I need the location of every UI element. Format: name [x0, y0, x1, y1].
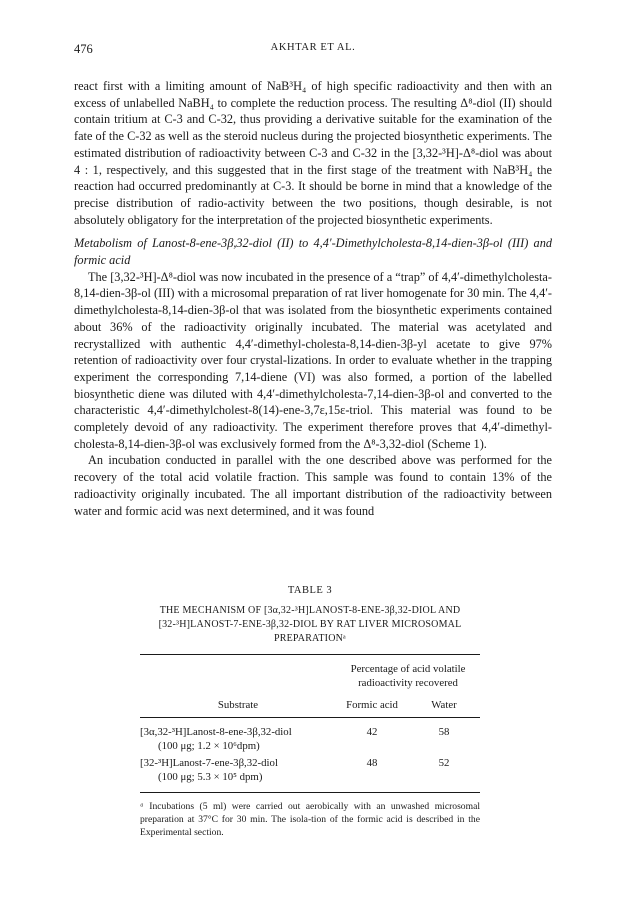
substrate-detail: (100 μg; 1.2 × 10⁶dpm) [158, 739, 260, 752]
substrate-name: [3α,32-³H]Lanost-8-ene-3β,32-diol [140, 726, 292, 738]
substrate-detail: (100 μg; 5.3 × 10⁵ dpm) [158, 770, 263, 783]
table-label: TABLE 3 [287, 585, 333, 596]
table-caption-line-3: PREPARATIONᵃ [273, 633, 346, 644]
formic-acid-value: 42 [366, 726, 378, 738]
table-footnote [140, 800, 480, 840]
substrate-name: [32-³H]Lanost-7-ene-3β,32-diol [140, 757, 278, 769]
column-header-water: Water [431, 699, 457, 711]
paragraph-trap-experiment: The [3,32-³H]-Δ⁸-diol was now incubated in the presence of a “trap” of 4,4′-dimethylcholesta-8,14-dien-3β-ol (III) with a microsomal preparation of rat liver homogenate for 30 min. The 4,4′-dimethylcholesta-8,14-dien-3β-ol that was isolated from the biosynthetic experiments contained about 36% of the radioactivity originally incubated. The material was acetylated and recrystallized with authentic 4,4′-dimethyl-cholesta-8,14-dien-3β-yl acetate to give 97% retention of radioactivity over four crystal-lizations. In order to evaluate whether in the trapping experiment the corresponding 7,14-diene (VI) was also formed, a portion of the labelled biosynthetic diene was diluted with 4,4′-dimethylcholesta-7,14-dien-3β-ol and converted to the characteristic 4,4′-dimethylcholest-8(14)-ene-3,7ε,15ε-triol. This material was found to be completely devoid of any radioactivity. The experiment therefore proves that 4,4′-dimethyl-cholesta-8,14-dien-3β-ol was exclusively formed from the Δ⁸-3,32-diol (Scheme 1). [74, 269, 552, 451]
table-row [140, 755, 336, 786]
footnote-text: Incubations (5 ml) were carried out aerobically with an unwashed microsomal preparation at 37°C for 30 min. The isola-tion of the formic acid is described in the Experimental section. [140, 801, 480, 839]
table-header [140, 655, 480, 717]
column-header-substrate: Substrate [217, 699, 259, 711]
table-caption-line-1: THE MECHANISM OF [3α,32-³H]LANOST-8-ENE-3β,32-DIOL AND [159, 605, 461, 616]
table-body [140, 718, 480, 792]
column-header-formic-acid: Formic acid [346, 699, 398, 711]
table-caption-line-2: [32-³H]LANOST-7-ENE-3β,32-DIOL BY RAT LIVER MICROSOMAL [158, 619, 462, 630]
table-3 [140, 585, 480, 840]
table-bottom-rule [140, 792, 480, 793]
formic-acid-value: 48 [366, 757, 378, 769]
table-group-header: Percentage of acid volatile radioactivity recovered [350, 663, 466, 689]
section-subheading: Metabolism of Lanost-8-ene-3β,32-diol (II) to 4,4′-Dimethylcholesta-8,14-dien-3β-ol (III) and formic acid [74, 236, 552, 268]
footnote-mark: ᵃ [140, 801, 144, 812]
table-row [140, 724, 336, 755]
water-value: 58 [438, 726, 450, 738]
body-text [74, 78, 552, 519]
page-number: 476 [74, 42, 93, 56]
paragraph-intro: react first with a limiting amount of NaB³H₄ of high specific radioactivity and then with an excess of unlabelled NaBH₄ to complete the reduction process. The resulting Δ⁸-diol (II) should contain tritium at C-3 and C-32, thus providing a derivative suitable for the examination of the fate of the C-32 as well as the steroid nucleus during the projected biosynthetic experiments. The estimated distribution of radioactivity between C-3 and C-32 in the [3,32-³H]-Δ⁸-diol was about 4 : 1, respectively, and this suggested that in the first stage of the treatment with NaB³H₄ the reaction had occurred predominantly at C-3. It should be borne in mind that a knowledge of the precise distribution of radio-activity between the two positions, though desirable, is not absolutely obligatory for the interpretation of the projected biosynthetic experiments. [74, 79, 552, 227]
running-head: AKHTAR ET AL. [270, 42, 356, 53]
table-caption [140, 604, 480, 646]
paragraph-acid-volatile: An incubation conducted in parallel with the one described above was performed for the recovery of the total acid volatile fraction. This sample was found to contain 13% of the radioactivity originally incubated. The all important distribution of the radioactivity between water and formic acid was next determined, and it was found [74, 453, 552, 518]
page-header [74, 42, 552, 62]
water-value: 52 [438, 757, 450, 769]
